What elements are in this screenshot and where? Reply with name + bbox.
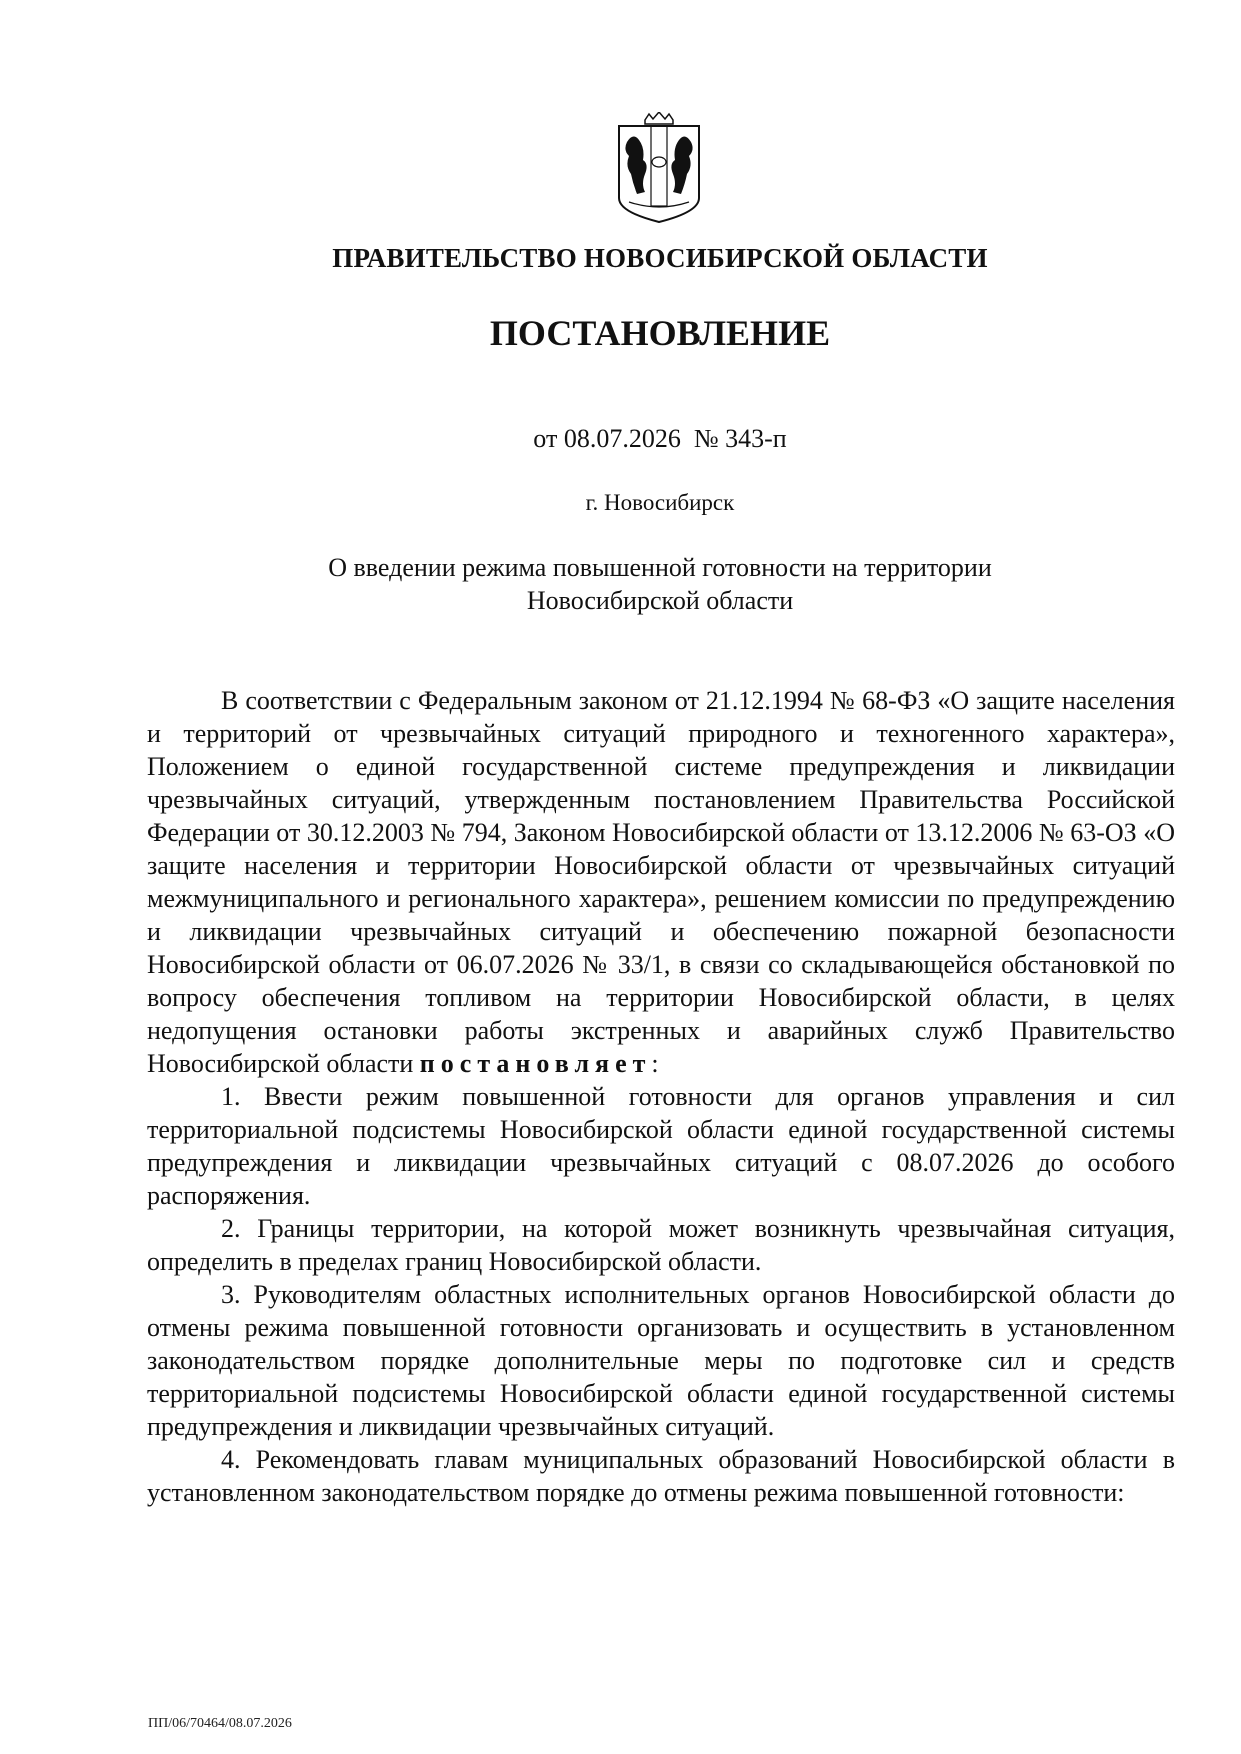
item-paragraph: 4. Рекомендовать главам муниципальных образований Новосибирской области в установленном законодательством порядке до отмены режима повышенной готовности: bbox=[147, 1445, 1175, 1507]
document-type-title: ПОСТАНОВЛЕНИЕ bbox=[489, 313, 831, 353]
item-paragraph: 3. Руководителям областных исполнительных органов Новосибирской области до отмены режима повышенной готовности организовать и осуществить в установленном законодательством порядке дополнительные меры по подготовке сил и средств территориальной подсистемы Новосибирской области единой государственной системы предупреждения и ликвидации чрезвычайных ситуаций. bbox=[147, 1280, 1175, 1441]
subject-line-2: Новосибирской области bbox=[526, 586, 794, 615]
item-paragraph: 2. Границы территории, на которой может возникнуть чрезвычайная ситуация, определить в пределах границ Новосибирской области. bbox=[147, 1214, 1175, 1276]
preamble-tail: : bbox=[651, 1049, 659, 1078]
preamble-paragraph bbox=[147, 684, 1175, 1080]
document-date-number: от 08.07.2026 № 343-п bbox=[533, 424, 787, 453]
document-footer-code: ПП/06/70464/08.07.2026 bbox=[148, 1716, 292, 1731]
coat-of-arms-icon bbox=[615, 112, 703, 224]
preamble-text: В соответствии с Федеральным законом от 21.12.1994 № 68-ФЗ «О защите населения и территорий от чрезвычайных ситуаций природного и техногенного характера», Положением о единой государственной системе предупреждения и ликвидации чрезвычайных ситуаций, утвержденным постановлением Правительства Российской Федерации от 30.12.2003 № 794, Законом Новосибирской области от 13.12.2006 № 63-ОЗ «О защите населения и территории Новосибирской области от чрезвычайных ситуаций межмуниципального и регионального характера», решением комиссии по предупреждению и ликвидации чрезвычайных ситуаций и обеспечению пожарной безопасности Новосибирской области от 06.07.2026 № 33/1, в связи со складывающейся обстановкой по вопросу обеспечения топливом на территории Новосибирской области, в целях недопущения остановки работы экстренных и аварийных служб Правительство Новосибирской области bbox=[147, 686, 1175, 1078]
document-subject bbox=[150, 551, 1170, 617]
organization-title: ПРАВИТЕЛЬСТВО НОВОСИБИРСКОЙ ОБЛАСТИ bbox=[332, 243, 988, 273]
item-paragraph: 1. Ввести режим повышенной готовности для органов управления и сил территориальной подсистемы Новосибирской области единой государственной системы предупреждения и ликвидации чрезвычайных ситуаций с 08.07.2026 до особого распоряжения. bbox=[147, 1082, 1175, 1210]
subject-line-1: О введении режима повышенной готовности на территории bbox=[328, 553, 992, 582]
document-city: г. Новосибирск bbox=[585, 490, 735, 515]
document-body bbox=[147, 684, 1175, 1509]
decree-word: постановляет bbox=[419, 1049, 652, 1078]
